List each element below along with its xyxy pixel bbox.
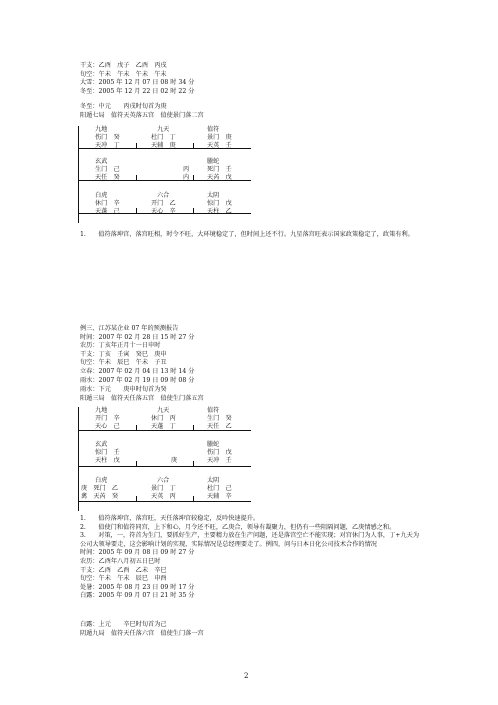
palace-cell: 景门 丁: [151, 485, 176, 492]
analysis-paragraphs-2: [80, 515, 420, 601]
palace-cell: 值符: [207, 407, 220, 414]
palace-cell: 开门 辛: [95, 415, 120, 422]
text-line: 时间：2005 年 09 月 08 日 09 时 27 分: [80, 549, 195, 557]
text-line: 阴遁九局 值符天任落六宫 值使生门落一宫: [80, 629, 204, 637]
palace-cell: 天辅 庚: [151, 142, 176, 149]
palace-cell: 庚: [171, 457, 178, 464]
palace-cell: 玄武: [95, 441, 108, 448]
text-line: 大雪：2005 年 12 月 07 日 08 时 34 分: [80, 79, 195, 87]
text-line: 雨水：下元 庚申时旬首为癸: [80, 386, 167, 393]
palace-cell: 丙: [183, 166, 190, 173]
paragraph: 1. 值符落坤宫，落宫旺，天任落坤宫较稳定，反吟快速提升。: [80, 515, 260, 522]
palace-cell: 伤门 癸: [95, 134, 120, 141]
text-line: 农历：丁亥年正月十一日申时: [80, 342, 161, 350]
example-block: [80, 325, 194, 385]
palace-cell: 开门 乙: [151, 200, 176, 207]
palace-cell: 天英 丙: [151, 493, 176, 500]
palace-cell: 白虎: [95, 477, 108, 484]
palace-cell: 天心 辛: [151, 208, 176, 215]
analysis-paragraphs-1: [80, 231, 420, 240]
palace-cell: 玄武: [95, 158, 108, 165]
palace-cell: 杜门 己: [207, 485, 232, 492]
palace-cell: 死门 壬: [207, 166, 232, 173]
palace-cell: 天心 己: [95, 423, 120, 430]
palace-cell: 天英 壬: [207, 142, 232, 149]
paragraph: 3. 对策，一，符首为生门，要抓好生产，主要精力放在生产问题，还是落宫空亡不能实现；对宫休门为人事，丁+九天为公司大领导要走，这会影响计划的实现，实际情况是总经理要走了。例四，问与日本日化公司技术合作的情况: [80, 532, 420, 548]
text-line: 处暑：2005 年 08 月 23 日 09 时 17 分: [80, 583, 195, 591]
palace-cell: 生门 癸: [207, 415, 232, 422]
palace-cell: 惊门 戊: [207, 200, 232, 207]
palace-cell: 白虎: [95, 192, 108, 199]
palace-cell: 值符: [207, 126, 220, 133]
palace-cell: 九天: [157, 407, 170, 414]
palace-cell: 禽 天芮 癸: [81, 493, 119, 500]
text-line: 阳遁七局 值符天英落五宫 值使景门落二宫: [80, 111, 204, 119]
paragraph: 2. 值使门和值符同宫，上下和心，月令还不旺，乙庚合，领导有凝聚力，但仍有一些阻隔问题，乙庚情感之和。: [80, 523, 396, 531]
qimen-chart-1: [78, 126, 251, 223]
palace-cell: 杜门 丁: [151, 134, 176, 141]
text-line: 干支：丁亥 壬寅 癸巳 庚申: [80, 350, 167, 358]
page-number: 2: [244, 672, 249, 680]
palace-cell: 九地: [95, 126, 108, 133]
text-line: 白露：上元 辛巳时旬首为己: [80, 621, 167, 628]
text-line: 时间：2007 年 02 月 28 日 15 时 27 分: [80, 333, 195, 341]
palace-cell: 螣蛇: [207, 158, 220, 165]
text-line: 旬空：午未 午未 午未 午未: [80, 70, 167, 78]
ju-block-2: [80, 386, 204, 403]
palace-cell: 惊门 壬: [95, 449, 120, 456]
palace-cell: 天辅 辛: [207, 493, 232, 500]
text-line: 干支：乙酉 戊子 乙酉 丙戌: [80, 62, 167, 69]
palace-cell: 螣蛇: [207, 441, 220, 448]
palace-cell: 内: [183, 174, 190, 181]
palace-cell: 太阴: [207, 192, 220, 199]
palace-cell: 六合: [157, 192, 170, 199]
palace-cell: 九地: [95, 407, 108, 414]
text-line: 冬至：2005 年 12 月 22 日 02 时 22 分: [80, 87, 195, 95]
text-line: 旬空：午未 午未 辰巳 申酉: [80, 575, 167, 583]
palace-cell: 六合: [157, 477, 170, 484]
header-block: [80, 62, 194, 96]
palace-cell: 天芮 戊: [207, 174, 232, 181]
palace-cell: 天蓬 丁: [151, 423, 176, 430]
text-line: 干支：乙酉 乙酉 乙未 辛巳: [80, 566, 167, 574]
palace-cell: 景门 庚: [207, 134, 232, 141]
text-line: 旬空：午未 辰巳 午未 子丑: [80, 359, 167, 367]
palace-cell: 太阴: [207, 477, 220, 484]
palace-cell: 伤门 戊: [207, 449, 232, 456]
palace-cell: 天柱 戊: [95, 457, 120, 464]
palace-cell: 九天: [157, 126, 170, 133]
palace-cell: 天冲 壬: [207, 457, 232, 464]
palace-cell: 天冲 丁: [95, 142, 120, 149]
text-line: 白露：2005 年 09 月 07 日 21 时 35 分: [80, 592, 195, 600]
text-line: 雨水：2007 年 02 月 19 日 09 时 08 分: [80, 376, 195, 384]
example-title: 例三、江苏某企业 07 年的预测报告: [80, 325, 179, 332]
palace-cell: 休门 辛: [95, 200, 120, 207]
qimen-chart-2: [78, 407, 251, 511]
text-line: 冬至：中元 丙戌时旬首为庚: [80, 103, 167, 110]
ju-block-1: [80, 103, 204, 120]
palace-cell: 庚 死门 乙: [81, 485, 119, 492]
palace-cell: 天任 癸: [95, 174, 120, 181]
text-line: 阳遁三局 值符天任落五宫 值使生门落五宫: [80, 394, 204, 402]
palace-cell: 天蓬 己: [95, 208, 120, 215]
palace-cell: 休门 丙: [151, 415, 176, 422]
ju-block-3: [80, 621, 204, 638]
text-line: 立春：2007 年 02 月 04 日 13 时 14 分: [80, 367, 195, 375]
text-line: 农历：乙酉年八月初五日巳时: [80, 557, 161, 565]
palace-cell: 天柱 乙: [207, 208, 232, 215]
palace-cell: 天任 乙: [207, 423, 232, 430]
palace-cell: 生门 己: [95, 166, 120, 173]
paragraph: 1. 值符落坤宫，落宫旺相，时令不旺，大环境稳定了，但时间上还不行。九星落宫旺表示国家政策稳定了，政策有利。: [80, 231, 414, 238]
